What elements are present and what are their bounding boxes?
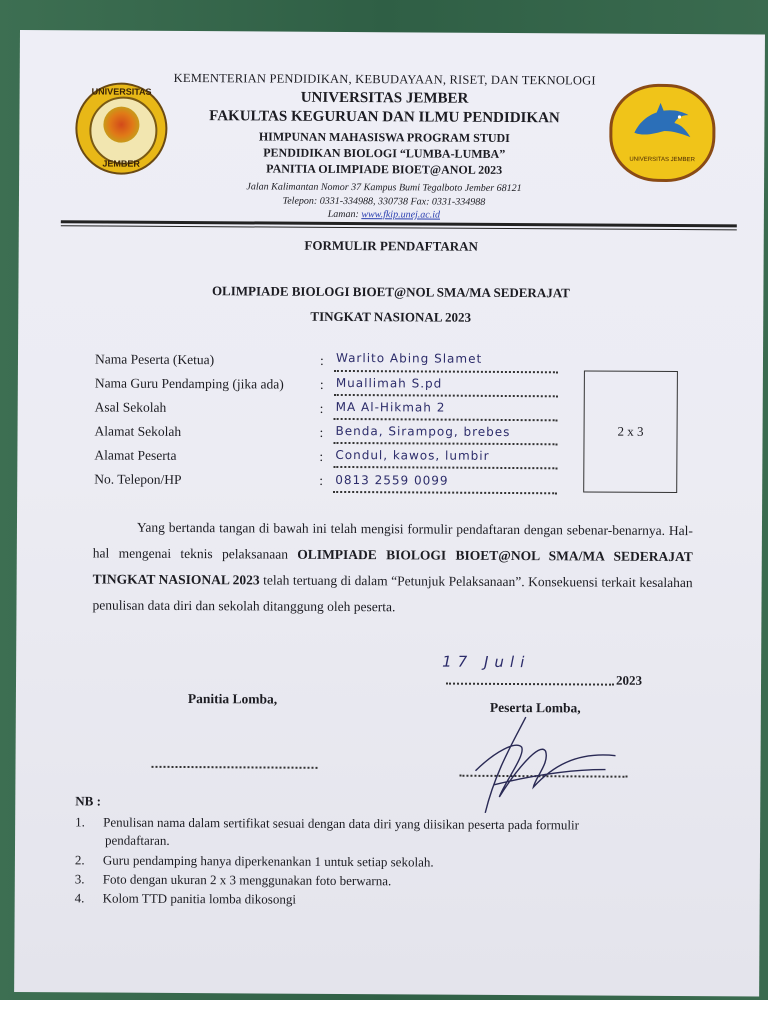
field-colon: :: [319, 424, 324, 440]
dolphin-icon: [630, 103, 694, 143]
phone-line: Telepon: 0331-334988, 330738 Fax: 0331-334988: [282, 195, 486, 208]
field-value-participant-address[interactable]: Condul, kawos, lumbir: [335, 447, 490, 463]
field-colon: :: [319, 472, 324, 488]
field-label-phone: No. Telepon/HP: [94, 471, 182, 487]
logo-caption: UNIVERSITAS JEMBER: [629, 156, 696, 164]
note-number: 3.: [74, 871, 85, 887]
form-title: FORMULIR PENDAFTARAN: [304, 237, 478, 254]
note-text: Penulisan nama dalam sertifikat sesuai dengan data diri yang diisikan peserta pada formulir: [103, 814, 579, 833]
program-name: PENDIDIKAN BIOLOGI “LUMBA-LUMBA”: [263, 145, 506, 161]
field-dotted-line: [333, 442, 557, 445]
field-label-participant-name: Nama Peserta (Ketua): [94, 351, 215, 368]
field-dotted-line: [333, 466, 557, 469]
faculty-name: FAKULTAS KEGURUAN DAN ILMU PENDIDIKAN: [209, 108, 560, 127]
committee-signature-line[interactable]: [151, 766, 317, 769]
statement-paragraph: [92, 514, 693, 622]
logo-text-bottom: JEMBER: [102, 158, 140, 169]
field-colon: :: [319, 352, 324, 368]
field-dotted-line: [333, 491, 557, 494]
field-dotted-line: [334, 418, 558, 421]
association-name: HIMPUNAN MAHASISWA PROGRAM STUDI: [258, 129, 510, 145]
note-text: Guru pendamping hanya diperkenankan 1 untuk setiap sekolah.: [102, 852, 434, 870]
field-value-participant-name[interactable]: Warlito Abing Slamet: [335, 350, 483, 366]
university-name: UNIVERSITAS JEMBER: [300, 89, 469, 107]
field-value-teacher-name[interactable]: Muallimah S.pd: [335, 375, 443, 391]
date-dotted-line: [446, 683, 614, 686]
website-link[interactable]: www.fkip.unej.ac.id: [361, 209, 441, 221]
note-item: [75, 852, 434, 870]
field-label-participant-address: Alamat Peserta: [94, 447, 177, 463]
committee-name: PANITIA OLIMPIADE BIOET@ANOL 2023: [266, 161, 503, 177]
website-label: Laman:: [327, 208, 359, 221]
note-text-continued: pendaftaran.: [105, 832, 170, 848]
note-item: [75, 814, 579, 833]
registration-form-paper: [14, 30, 765, 997]
field-dotted-line: [334, 394, 558, 397]
photo-size-label: 2 x 3: [617, 423, 644, 439]
logo-emblem: [103, 107, 139, 143]
address-line: Jalan Kalimantan Nomor 37 Kampus Bumi Tegalboto Jember 68121: [246, 181, 522, 195]
photo-box[interactable]: [583, 370, 678, 493]
committee-signature-label: Panitia Lomba,: [187, 691, 278, 707]
field-value-school-address[interactable]: Benda, Sirampog, brebes: [335, 423, 511, 440]
field-dotted-line: [334, 370, 558, 373]
field-value-school[interactable]: MA Al-Hikmah 2: [335, 399, 446, 415]
event-title-line1: OLIMPIADE BIOLOGI BIOET@NOL SMA/MA SEDERAJAT: [211, 283, 570, 301]
field-label-school: Asal Sekolah: [94, 399, 167, 415]
note-item: [75, 890, 296, 907]
notes-title: NB :: [75, 793, 101, 809]
statement-part2: telah tertuang di dalam “Petunjuk Pelaksanaan”. Konsekuensi terkait kesalahan penulisan data diri dan sekolah ditanggung oleh peserta.: [92, 572, 693, 615]
date-handwritten[interactable]: 17 Juli: [442, 652, 531, 672]
statement-event: OLIMPIADE BIOLOGI BIOET@NOL SMA/MA SEDERAJAT TINGKAT NASIONAL 2023: [92, 546, 693, 588]
note-text: Foto dengan ukuran 2 x 3 menggunakan foto berwarna.: [102, 871, 392, 889]
ministry-name: KEMENTERIAN PENDIDIKAN, KEBUDAYAAN, RISET, DAN TEKNOLOGI: [173, 70, 596, 88]
note-item: [75, 871, 392, 889]
note-number: 2.: [74, 852, 85, 868]
note-number: 4.: [74, 890, 85, 906]
dolphin-logo: [609, 84, 716, 183]
field-colon: :: [319, 400, 324, 416]
participant-signature-label: Peserta Lomba,: [489, 699, 581, 716]
statement-part1: Yang bertanda tangan di bawah ini telah mengisi formulir pendaftaran dengan sebenar-benarnya. Hal-hal mengenai teknis pelaksanaan: [92, 519, 694, 562]
field-label-school-address: Alamat Sekolah: [94, 423, 182, 439]
field-value-phone[interactable]: 0813 2559 0099: [335, 472, 449, 488]
participant-signature: [455, 711, 616, 818]
event-title-line2: TINGKAT NASIONAL 2023: [310, 308, 472, 325]
logo-text-top: UNIVERSITAS: [91, 86, 152, 97]
field-colon: :: [319, 448, 324, 464]
website-line: [149, 208, 619, 222]
note-number: 1.: [75, 814, 85, 830]
field-colon: :: [319, 376, 324, 392]
field-label-teacher-name: Nama Guru Pendamping (jika ada): [94, 375, 284, 392]
note-text: Kolom TTD panitia lomba dikosongi: [102, 890, 297, 907]
date-year: 2023: [615, 672, 643, 688]
